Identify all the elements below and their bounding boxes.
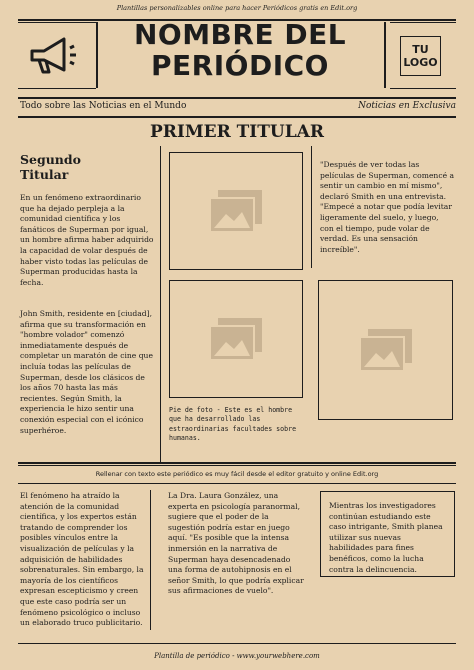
photo-placeholder-3 [318,280,453,420]
masthead-left-bottom-rule [18,88,96,89]
photo-placeholder-1 [169,152,303,270]
middle-note: Rellenar con texto este periódico es muy fácil desde el editor gratuito y online Edit.org [95,470,379,478]
second-headline: Segundo Titular [20,152,81,182]
bottom-column-1: El fenómeno ha atraído la atención de la comunidad científica, y los expertos están tratando de comprender los posibles vínculos entre la visualización de películas y la adquisición de habilidades sobrenaturales. Sin embargo, la mayoría de los científicos expresan escepticismo y creen que este caso podría ser un fenómeno psicológico o incluso un elaborado truco publicitario. [20,491,144,628]
masthead-right-rule [390,22,456,23]
bottom-column-2: La Dra. Laura González, una experta en psicología paranormal, sugiere que el poder de la sugestión podría estar en juego aquí. "Es posible que la intensa inmersión en la narrativa de Superman haya desencadenado una forma de autohipnosis en el señor Smith, lo que podría explicar sus afirmaciones de vuelo". [168,491,304,596]
photo-placeholder-2 [169,280,303,398]
masthead-right-bottom-rule [390,88,456,89]
footer-rule [18,643,456,644]
megaphone-icon [28,34,80,78]
masthead-divider-left [96,22,98,88]
bottom-divider-1 [150,490,151,630]
subbar-bottom-rule [18,116,456,118]
image-icon [358,327,414,373]
middle-top-rule [18,462,456,464]
logo-placeholder [400,36,441,76]
image-icon [208,188,264,234]
bottom-box [320,491,455,577]
left-paragraph-2: John Smith, residente en [ciudad], afirma que su transformación en "hombre volador" comenzó inmediatamente después de completar un maratón de cine que incluía todas las películas de Superman, desde los clásicos de los años 70 hasta las más recientes. Según Smith, la experiencia le hizo sentir una conexión especial con el icónico superhéroe. [20,309,153,435]
masthead-title [100,19,380,81]
top-note: Plantillas personalizables online para hacer Periódicos gratis en Edit.org [116,4,358,12]
masthead-divider-right [384,22,386,88]
bottom-column-3: Mientras los investigadores continúan estudiando este caso intrigante, Smith planea utilizar sus nuevas habilidades para fines benéficos, como la lucha contra la delincuencia. [329,501,443,574]
logo-line-1: TU [412,43,429,56]
column-divider-1 [160,146,161,462]
image-icon [208,316,264,362]
subbar-top-rule [18,97,456,99]
photo-caption: Pie de foto - Este es el hombre que ha desarrollado las estraordinarias facultades sobre humanas. [169,406,297,443]
subbar-right: Noticias en Exclusiva [358,101,456,111]
right-quote: "Después de ver todas las películas de Superman, comencé a sentir un cambio en mí mismo", declaró Smith en una entrevista. "Empecé a notar que podía levitar ligeramente del suelo, y luego, con el tiempo, pude volar de verdad. Es una sensación increíble". [320,160,455,254]
title-line-1: NOMBRE DEL [133,18,347,51]
column-divider-2 [311,146,312,268]
middle-bottom-rule [18,483,456,484]
middle-top-rule-2 [18,465,456,466]
footer: Plantilla de periódico - www.yourwebhere.com [154,652,320,660]
logo-line-2: LOGO [403,56,438,69]
headline: PRIMER TITULAR [149,122,325,142]
left-paragraph-1: En un fenómeno extraordinario que ha dejado perpleja a la comunidad científica y los fanáticos de Superman por igual, un hombre afirma haber adquirido la capacidad de volar después de haber visto todas las películas de Superman producidas hasta la fecha. [20,193,154,287]
title-line-2: PERIÓDICO [151,49,329,82]
masthead-left-rule [18,22,96,23]
subbar-left: Todo sobre las Noticias en el Mundo [20,101,187,111]
